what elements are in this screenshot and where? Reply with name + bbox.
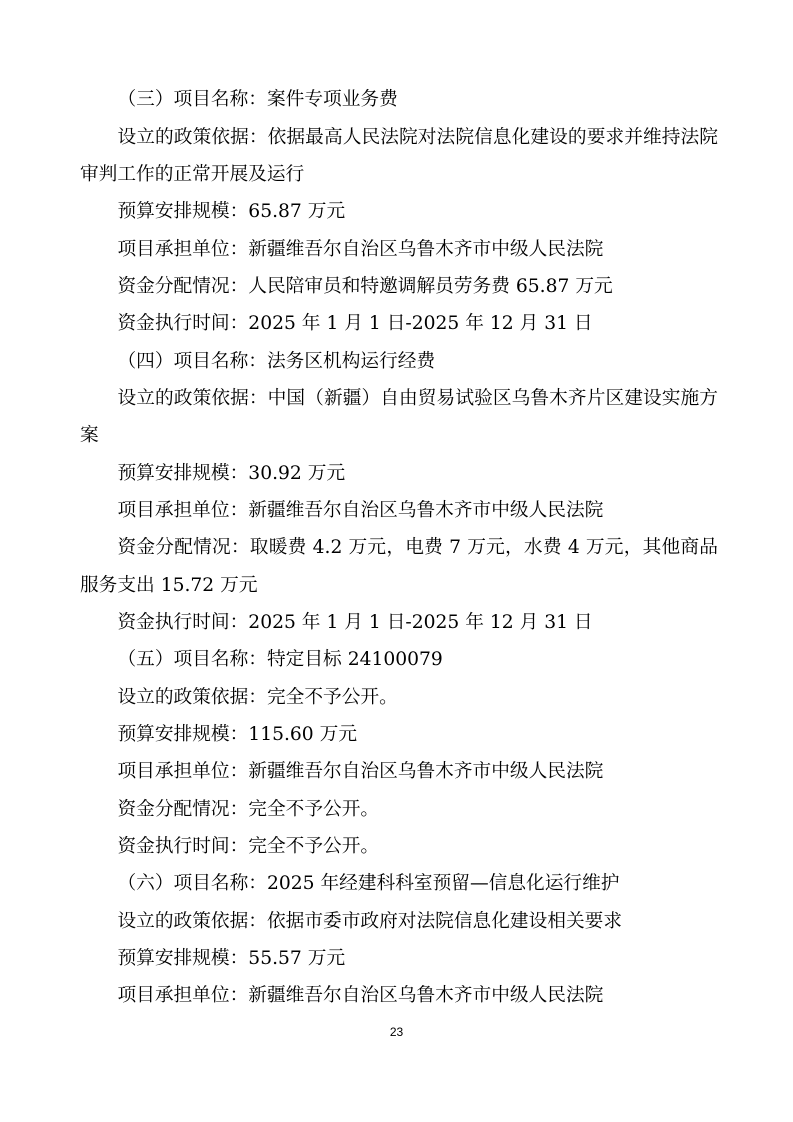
policy-basis-line: 案 [80,425,99,447]
budget-scale: 预算安排规模：65.87 万元 [117,201,346,223]
budget-scale: 预算安排规模：55.57 万元 [117,947,346,969]
policy-basis-line: 设立的政策依据：完全不予公开。 [117,686,398,708]
policy-basis-line: 设立的政策依据：依据市委市政府对法院信息化建设相关要求 [117,910,623,932]
undertaking-unit: 项目承担单位：新疆维吾尔自治区乌鲁木齐市中级人民法院 [117,238,604,260]
document-body [80,81,718,1014]
section-heading: （三）项目名称：案件专项业务费 [117,89,398,111]
fund-allocation-line: 服务支出 15.72 万元 [80,574,258,596]
section-heading: （四）项目名称：法务区机构运行经费 [117,350,436,372]
fund-allocation-line: 资金分配情况：完全不予公开。 [117,798,380,820]
execution-time: 资金执行时间：2025 年 1 月 1 日-2025 年 12 月 31 日 [117,611,593,633]
undertaking-unit: 项目承担单位：新疆维吾尔自治区乌鲁木齐市中级人民法院 [117,499,604,521]
section-heading: （五）项目名称：特定目标 24100079 [117,649,443,671]
page-number: 23 [389,1025,404,1039]
section-heading: （六）项目名称：2025 年经建科科室预留—信息化运行维护 [117,873,620,895]
policy-basis-line: 设立的政策依据：依据最高人民法院对法院信息化建设的要求并维持法院 [117,126,718,148]
undertaking-unit: 项目承担单位：新疆维吾尔自治区乌鲁木齐市中级人民法院 [117,761,604,783]
undertaking-unit: 项目承担单位：新疆维吾尔自治区乌鲁木齐市中级人民法院 [117,985,604,1007]
fund-allocation-line: 资金分配情况：人民陪审员和特邀调解员劳务费 65.87 万元 [117,275,613,297]
fund-allocation-line: 资金分配情况：取暖费 4.2 万元，电费 7 万元，水费 4 万元，其他商品 [117,537,718,559]
execution-time: 资金执行时间：完全不予公开。 [117,835,380,857]
budget-scale: 预算安排规模：115.60 万元 [117,723,358,745]
execution-time: 资金执行时间：2025 年 1 月 1 日-2025 年 12 月 31 日 [117,313,593,335]
budget-scale: 预算安排规模：30.92 万元 [117,462,346,484]
policy-basis-line: 审判工作的正常开展及运行 [80,163,305,185]
policy-basis-line: 设立的政策依据：中国（新疆）自由贸易试验区乌鲁木齐片区建设实施方 [117,387,718,409]
